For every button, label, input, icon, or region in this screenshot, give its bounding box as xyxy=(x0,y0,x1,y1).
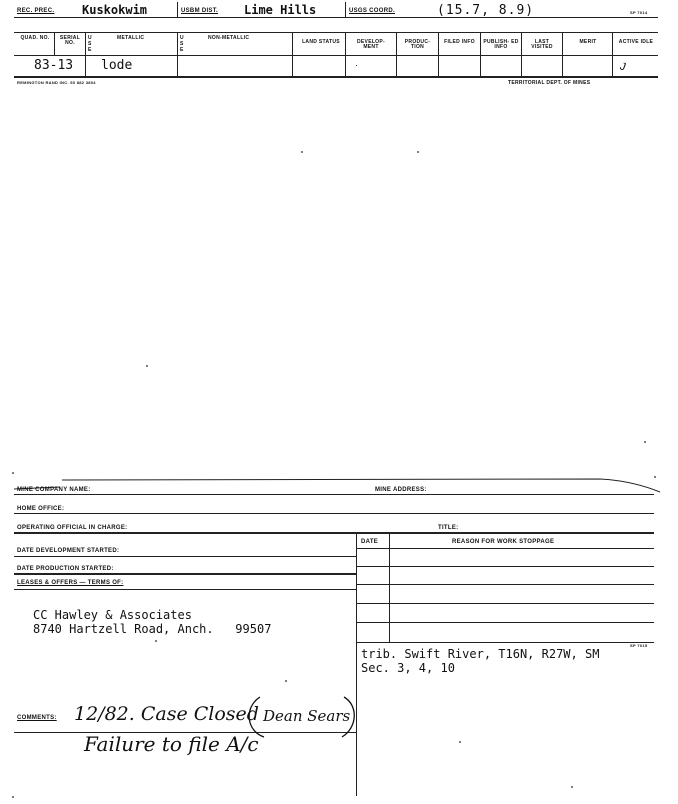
handwritten-line1: 12/82. Case Closed xyxy=(74,703,259,725)
mine-company-name-label: MINE COMPANY NAME: xyxy=(17,487,91,493)
rule xyxy=(14,76,658,78)
speck xyxy=(155,640,157,642)
date-production-label: DATE PRODUCTION STARTED: xyxy=(17,566,114,572)
rule xyxy=(356,566,654,567)
divider xyxy=(480,32,481,76)
rule xyxy=(14,532,654,534)
col-non-metallic: NON-METALLIC xyxy=(208,35,250,41)
handwritten-bracket-note: Dean Sears xyxy=(263,707,351,725)
speck xyxy=(12,796,14,798)
divider xyxy=(396,32,397,76)
col-land-status: LAND STATUS xyxy=(302,39,340,45)
company-line1: CC Hawley & Associates xyxy=(33,608,192,622)
col-active-idle: ACTIVE IDLE xyxy=(618,39,654,45)
printer-line: REMINGTON RAND INC. 50 882 3804 xyxy=(17,80,96,85)
rec-prec-value: Kuskokwim xyxy=(82,3,148,17)
bracket-outline xyxy=(244,693,360,741)
record-metallic: lode xyxy=(101,58,133,73)
mine-address-label: MINE ADDRESS: xyxy=(375,487,427,493)
col-development: DEVELOP- MENT xyxy=(357,39,385,50)
divider xyxy=(612,32,613,76)
divider xyxy=(177,2,178,17)
divider xyxy=(345,32,346,76)
speck xyxy=(285,680,287,682)
rule xyxy=(356,603,654,604)
col-use-1: U S E xyxy=(88,35,92,53)
home-office-label: HOME OFFICE: xyxy=(17,506,65,512)
rule xyxy=(356,622,654,623)
form-code: SP 7014 xyxy=(630,10,648,15)
col-merit: MERIT xyxy=(579,39,597,45)
divider xyxy=(356,533,357,796)
col-quad-no: QUAD. NO. xyxy=(20,35,50,41)
record-development: · xyxy=(355,60,358,70)
speck xyxy=(146,365,148,367)
divider xyxy=(562,32,563,76)
usgs-coord-label: USGS COORD. xyxy=(349,8,395,14)
handwritten-line2: Failure to file A/c xyxy=(84,732,259,756)
divider xyxy=(345,2,346,17)
col-published-info: PUBLISH- ED INFO xyxy=(483,39,519,50)
col-filed-info: FILED INFO xyxy=(444,39,475,45)
department-line: TERRITORIAL DEPT. OF MINES xyxy=(508,80,591,86)
company-line2: 8740 Hartzell Road, Anch. 99507 xyxy=(33,622,272,636)
comments-label: COMMENTS: xyxy=(17,715,57,721)
form-code-2: SP 7015 xyxy=(630,643,648,648)
usgs-coord-value: (15.7, 8.9) xyxy=(437,3,535,18)
usbm-dist-label: USBM DIST. xyxy=(181,8,219,14)
rule xyxy=(14,589,356,590)
location-line2: Sec. 3, 4, 10 xyxy=(361,661,455,675)
divider xyxy=(438,32,439,76)
reason-col-label: REASON FOR WORK STOPPAGE xyxy=(452,539,555,545)
torn-edge xyxy=(0,470,678,496)
rule xyxy=(14,573,356,575)
speck xyxy=(417,151,419,153)
leases-offers-label: LEASES & OFFERS — TERMS OF: xyxy=(17,580,124,586)
speck xyxy=(571,786,573,788)
date-col-label: DATE xyxy=(361,539,379,545)
col-metallic: METALLIC xyxy=(117,35,145,41)
divider xyxy=(85,32,86,76)
rec-prec-label: REC. PREC. xyxy=(17,8,55,14)
speck xyxy=(301,151,303,153)
rule xyxy=(14,513,654,514)
divider xyxy=(177,32,178,76)
record-quad-serial: 83-13 xyxy=(34,58,74,73)
rule xyxy=(356,642,654,643)
rule xyxy=(14,494,654,495)
col-production: PRODUC- TION xyxy=(404,39,431,50)
location-line1: trib. Swift River, T16N, R27W, SM xyxy=(361,647,600,661)
date-development-label: DATE DEVELOPMENT STARTED: xyxy=(17,548,120,554)
speck xyxy=(459,741,461,743)
divider xyxy=(292,32,293,76)
col-use-2: U S E xyxy=(180,35,184,53)
rule xyxy=(356,548,654,549)
rule xyxy=(14,17,658,18)
rule xyxy=(356,584,654,585)
divider xyxy=(521,32,522,76)
record-active-idle-mark: J xyxy=(618,60,628,74)
usbm-dist-value: Lime Hills xyxy=(244,3,317,17)
title-label: TITLE: xyxy=(438,525,459,531)
col-serial-no: SERIAL NO. xyxy=(59,35,81,46)
col-last-visited: LAST VISITED xyxy=(531,39,553,50)
speck xyxy=(644,441,646,443)
operating-official-label: OPERATING OFFICIAL IN CHARGE: xyxy=(17,525,128,531)
rule xyxy=(14,556,356,557)
divider xyxy=(389,533,390,643)
